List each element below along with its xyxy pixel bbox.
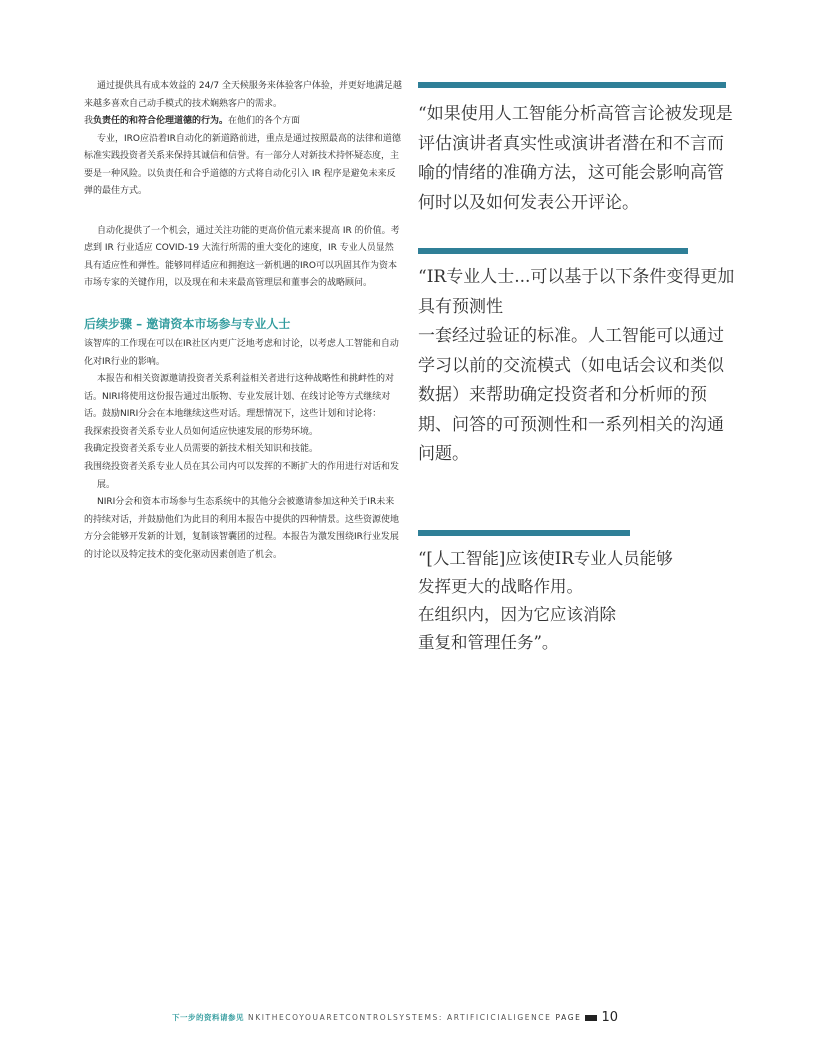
footer-marker-icon — [585, 1015, 597, 1021]
list-item: 我探索投资者关系专业人员如何适应快速发展的形势环境。 — [84, 426, 319, 437]
paragraph-ethics-body: 专业，IRO应沿着IR自动化的新道路前进，重点是通过按照最高的法律和道德标准实践投资者关系来保持其诚信和信誉。有一部分人对新技术持怀疑态度，主要是一种风险。以负责任和合乎道德的方式将自动化引入 IR 程序是避免未来反弹的最佳方式。 — [84, 133, 401, 197]
list-item: 我围绕投资者关系专业人员在其公司内可以发挥的不断扩大的作用进行对话和发展。 — [84, 462, 400, 490]
paragraph-automation-service: 通过提供具有成本效益的 24/7 全天候服务来体验客户体验，并更好地满足越来越多喜欢自己动手模式的技术娴熟客户的需求。 — [84, 81, 402, 109]
pull-quote-text: 在组织内，因为它应该消除 — [418, 605, 616, 624]
quote-divider-bar — [418, 248, 688, 254]
left-column — [84, 78, 402, 564]
quote-divider-bar — [418, 530, 630, 536]
pull-quote-text: “[人工智能]应该使IR专业人员能够 — [418, 549, 673, 568]
pull-quote-2 — [418, 263, 736, 470]
pull-quote-3 — [418, 545, 736, 657]
paragraph-ethics-lead — [84, 113, 402, 131]
pull-quote-1 — [418, 100, 736, 218]
list-item: 我确定投资者关系专业人员需要的新技术相关知识和技能。 — [84, 444, 319, 455]
page-number: 10 — [601, 1010, 619, 1025]
footer-page-label: PAGE — [555, 1013, 582, 1022]
paragraph-opportunity: 自动化提供了一个机会，通过关注功能的更高价值元素来提高 IR 的价值。考虑到 IR 行业适应 COVID-19 大流行所需的重大变化的速度，IR 专业人员显然具有适应性和弹性。能够同样适应和拥抱这一新机遇的IRO可以巩固其作为资本市场专家的关键作用，以及现在和未来最高管理层和董事会的战略顾问。 — [84, 225, 400, 289]
ethics-rest: 在他们的各个方面 — [228, 116, 301, 127]
ethics-bold-phrase: 负责任的和符合伦理道德的行为。 — [93, 116, 229, 127]
paragraph-think-tank: 该智库的工作现在可以在IR社区内更广泛地考虑和讨论，以考虑人工智能和自动化对IR行业的影响。 — [84, 339, 399, 367]
page-footer — [172, 1010, 652, 1025]
pull-quote-text: “如果使用人工智能分析高管言论被发现是评估演讲者真实性或演讲者潜在和不言而喻的情绪的准确方法，这可能会影响高管何时以及如何发表公开评论。 — [418, 104, 733, 213]
footer-running-title: NKITHECOYOUARETCONTROLSYSTEMS: ARTIFICICIALIGENCE — [248, 1013, 552, 1022]
paragraph-chapters: NIRI分会和资本市场参与生态系统中的其他分会被邀请参加这种关于IR未来的持续对话，并鼓励他们为此目的利用本报告中提供的四种情景。这些资源使地方分会能够开发新的计划，复制该智囊团的过程。本报告为激发围绕IR行业发展的讨论以及特定技术的变化驱动因素创造了机会。 — [84, 497, 400, 560]
quote-divider-bar — [418, 82, 726, 88]
pull-quote-text: “IR专业人士...可以基于以下条件变得更加具有预测性 — [418, 267, 735, 317]
footer-chinese-label: 下一步的资料请参见 — [172, 1013, 244, 1022]
section-heading-next-steps: 后续步骤 – 邀请资本市场参与专业人士 — [84, 317, 291, 332]
paragraph-report-invite: 本报告和相关资源邀请投资者关系利益相关者进行这种战略性和挑衅性的对话。NIRI将使用这份报告通过出版物、专业发展计划、在线讨论等方式继续对话。鼓励NIRI分会在本地继续这些对话。理想情况下，这些计划和讨论将： — [84, 374, 395, 420]
pull-quote-text: 发挥更大的战略作用。 — [418, 577, 583, 596]
pull-quote-text: 重复和管理任务”。 — [418, 633, 559, 652]
ethics-prefix: 我 — [84, 116, 94, 127]
pull-quote-text: 一套经过验证的标准。人工智能可以通过学习以前的交流模式（如电话会议和类似数据）来帮助确定投资者和分析师的预期、问答的可预测性和一系列相关的沟通问题。 — [418, 326, 724, 464]
